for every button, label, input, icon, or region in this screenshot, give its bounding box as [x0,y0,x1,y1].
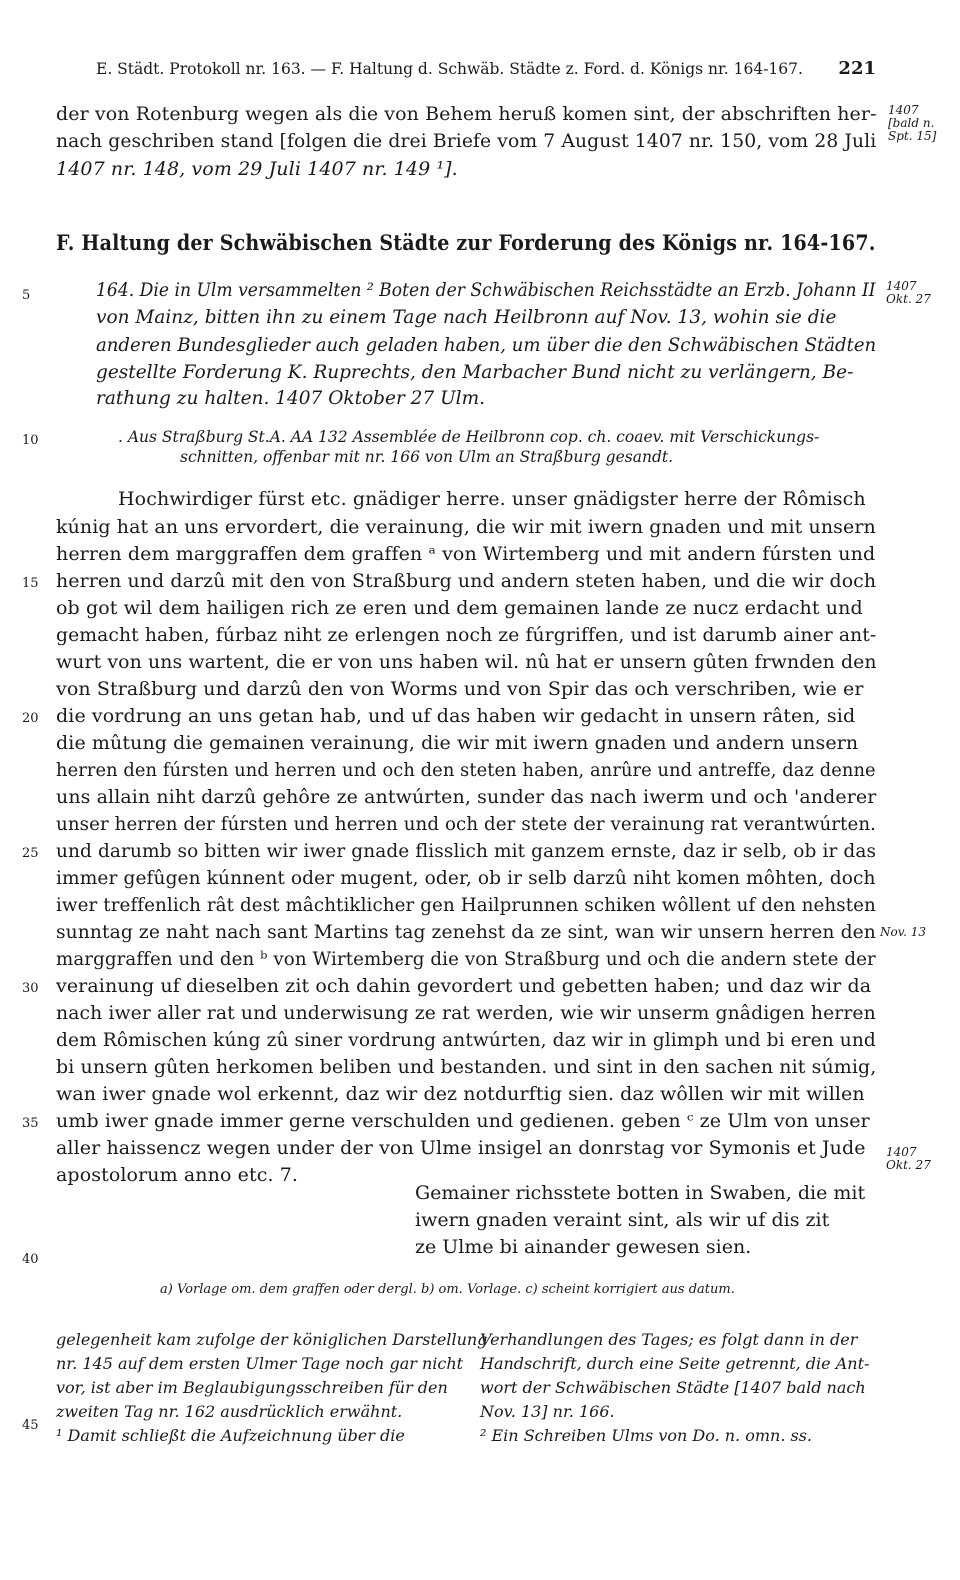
margin-date-line: 1407 [886,1145,917,1159]
doc-header-line: rathung zu halten. 1407 Oktober 27 Ulm. [96,388,486,409]
margin-date-line: Okt. 27 [886,1158,931,1172]
doc-header-line: von Mainz, bitten ihn zu einem Tage nach Heilbronn auf Nov. 13, wohin sie die [96,307,837,328]
footnote-line: vor, ist aber im Beglaubigungsschreiben für den [56,1378,448,1397]
footnote-line: nr. 145 auf dem ersten Ulmer Tage noch gar nicht [56,1354,464,1373]
letter-line: gemacht haben, fúrbaz niht ze erlengen noch ze fúrgriffen, und ist darumb ainer ant- [56,624,877,646]
doc-header-line: anderen Bundesglieder auch geladen haben, um über die den Schwäbischen Städten [96,335,877,356]
footnote-line: wort der Schwäbischen Städte [1407 bald nach [480,1378,866,1397]
letter-line: wan iwer gnade wol erkennt, daz wir dez notdurftig sien. daz wôllen wir mit willen [56,1083,865,1105]
footnote-line: zweiten Tag nr. 162 ausdrücklich erwähnt. [56,1402,403,1421]
letter-line: herren und darzû mit den von Straßburg und andern steten haben, und die wir doch [56,570,877,592]
line-number: 45 [22,1418,39,1433]
source-line: . Aus Straßburg St.A. AA 132 Assemblée de Heilbronn cop. ch. coaev. mit Verschickungs- [118,428,820,446]
letter-line: kúnig hat an uns ervordert, die verainung, die wir mit iwern gnaden und mit unsern [56,516,876,538]
letter-line: herren den fúrsten und herren und och den steten haben, anrûre und antreffe, daz denne [56,759,876,781]
margin-date-line: Spt. 15] [888,129,937,143]
line-number: 5 [22,288,31,303]
letter-line: ob got wil dem hailigen rich ze eren und dem gemainen lande ze nucz erdacht und [56,597,863,619]
margin-date-line: [bald n. [888,116,935,130]
running-head-text: E. Städt. Protokoll nr. 163. — F. Haltung d. Schwäb. Städte z. Ford. d. Königs nr. 164-167. [96,60,803,78]
letter-line: dem Rômischen kúng zû siner vordrung antwúrten, daz wir in glimph und bi eren und [56,1029,876,1051]
letter-line: uns allain niht darzû gehôre ze antwúrten, sunder das nach iwerm und och 'anderer [56,786,877,808]
section-heading: F. Haltung der Schwäbischen Städte zur Forderung des Königs nr. 164-167. [56,230,876,255]
intro-line: 1407 nr. 148, vom 29 Juli 1407 nr. 149 ¹]. [56,158,458,180]
source-line: schnitten, offenbar mit nr. 166 von Ulm an Straßburg gesandt. [180,448,674,466]
signature-line: Gemainer richsstete botten in Swaben, die mit [415,1182,866,1204]
footnote-line: Handschrift, durch eine Seite getrennt, die Ant- [480,1354,870,1373]
margin-date [880,926,926,939]
letter-line: immer gefûgen kúnnent oder mugent, oder, ob ir selb darzû niht komen môhten, doch [56,867,876,889]
letter-line: wurt von uns wartent, die er von uns haben wil. nû hat er unsern gûten frwnden den [56,651,877,673]
letter-line: die vordrung an uns getan hab, und uf das haben wir gedacht in unsern râten, sid [56,705,856,727]
line-number: 10 [22,433,39,448]
footnote-line: ² Ein Schreiben Ulms von Do. n. omn. ss. [480,1426,812,1445]
letter-line: iwer treffenlich rât dest mâchtiklicher gen Hailprunnen schiken wôllent uf den nehsten [56,894,876,916]
letter-line: marggraffen und den ᵇ von Wirtemberg die von Straßburg und och die andern stete der [56,948,876,970]
margin-date-line: Nov. 13 [880,925,926,939]
margin-date [886,1146,931,1172]
line-number: 35 [22,1116,39,1131]
line-number: 15 [22,576,39,591]
footnote-line: gelegenheit kam zufolge der königlichen Darstellung [56,1330,488,1349]
margin-date [886,280,931,306]
line-number: 25 [22,846,39,861]
doc-header-line: gestellte Forderung K. Ruprechts, den Marbacher Bund nicht zu verlängern, Be- [96,362,854,383]
signature-line: iwern gnaden veraint sint, als wir uf dis zit [415,1209,830,1231]
line-number: 20 [22,711,39,726]
intro-line: nach geschriben stand [folgen die drei Briefe vom 7 August 1407 nr. 150, vom 28 Juli [56,130,877,152]
letter-line: nach iwer aller rat und underwisung ze rat werden, wie wir unserm gnâdigen herren [56,1002,876,1024]
footnote-line: Nov. 13] nr. 166. [480,1402,615,1421]
letter-line: unser herren der fúrsten und herren und och der stete der verainung rat verantwúrten. [56,813,877,835]
letter-line: umb iwer gnade immer gerne verschulden und gedienen. geben ᶜ ze Ulm von unser [56,1110,870,1132]
letter-line: apostolorum anno etc. 7. [56,1164,299,1186]
line-number: 40 [22,1252,39,1267]
letter-line: verainung uf dieselben zit och dahin gevordert und gebetten haben; und daz wir da [56,975,872,997]
letter-line: aller haissencz wegen under der von Ulme insigel an donrstag vor Symonis et Jude [56,1137,866,1159]
running-head [96,60,876,78]
letter-line: sunntag ze naht nach sant Martins tag zenehst da ze sint, wan wir unsern herren den [56,921,876,943]
letter-line: bi unsern gûten herkomen beliben und bestanden. und sint in den sachen nit súmig, [56,1056,877,1078]
margin-date-line: 1407 [888,103,919,117]
margin-date-line: Okt. 27 [886,292,931,306]
letter-line: und darumb so bitten wir iwer gnade flisslich mit ganzem ernste, daz ir selb, ob ir das [56,840,877,862]
letter-line: von Straßburg und darzû den von Worms und von Spir das och verschriben, wie er [56,678,864,700]
page-number: 221 [838,58,876,79]
signature-line: ze Ulme bi ainander gewesen sien. [415,1236,752,1258]
doc-header-line: 164. Die in Ulm versammelten ² Boten der Schwäbischen Reichsstädte an Erzb. Johann II [96,280,876,301]
margin-date-line: 1407 [886,279,917,293]
letter-line: die mûtung die gemainen verainung, die wir mit iwern gnaden und andern unsern [56,732,859,754]
letter-line: herren dem marggraffen dem graffen ᵃ von Wirtemberg und mit andern fúrsten und [56,543,876,565]
margin-date [888,104,936,143]
intro-line: der von Rotenburg wegen als die von Behem heruß komen sint, der abschriften her- [56,103,877,125]
footnote-line: ¹ Damit schließt die Aufzeichnung über die [56,1426,405,1445]
critical-notes: a) Vorlage om. dem graffen oder dergl. b) om. Vorlage. c) scheint korrigiert aus datum. [160,1282,735,1297]
letter-line: Hochwirdiger fürst etc. gnädiger herre. unser gnädigster herre der Rômisch [118,488,866,510]
line-number: 30 [22,981,39,996]
footnote-line: Verhandlungen des Tages; es folgt dann in der [480,1330,858,1349]
